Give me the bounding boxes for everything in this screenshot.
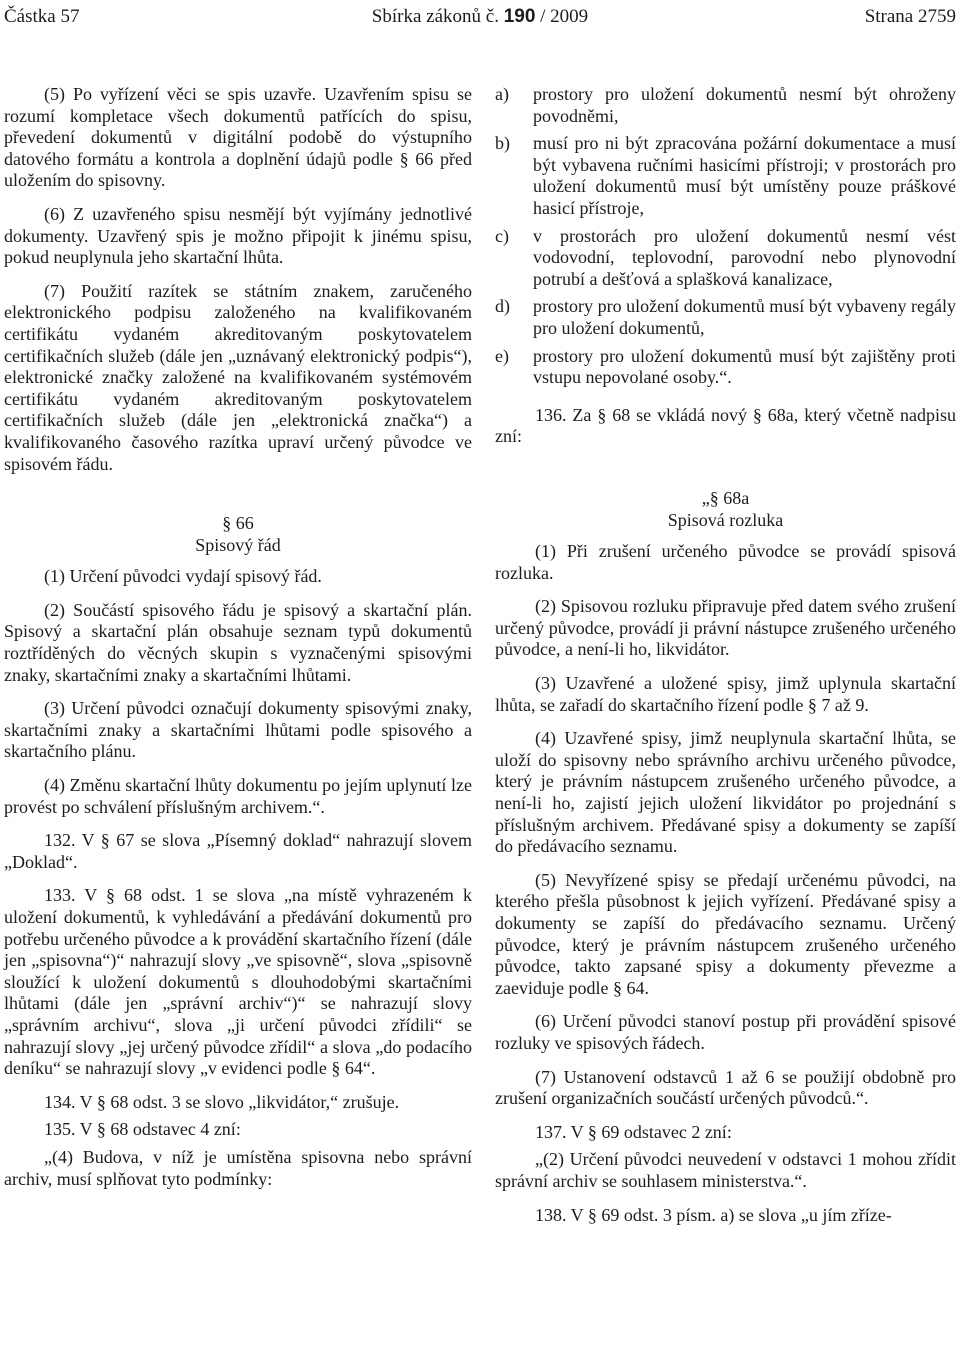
list-item	[495, 133, 956, 219]
law-number: 190	[503, 6, 536, 27]
point-137: 137. V § 69 odstavec 2 zní:	[535, 1121, 732, 1142]
right-column	[495, 84, 956, 1238]
list-item-mark: d)	[495, 296, 510, 317]
list-item-text: prostory pro uložení dokumentů musí být zajištěny proti vstupu nepovolané osoby.“.	[533, 345, 956, 388]
list-item-text: v prostorách pro uložení dokumentů nesmí vést vodovodní, teplovodní, parovodní nebo plynovodní potrubí a dešťová a splašková kanalizace,	[533, 225, 956, 289]
subsection-3: (3) Určení původci označují dokumenty spisovými znaky, skartačními znaky a skartačními lhůtami podle spisového a skartačního plánu.	[4, 698, 472, 762]
list-item-mark: a)	[495, 84, 509, 104]
subsection-5: (5) Nevyřízené spisy se předají určenému původci, na kterého přešla působnost k jejich vyřízení. Předávané spisy a dokumenty se zapíší do předávacího seznamu. Určený původce, který je právním nástupcem zrušeného určeného původce, takto zapsané spisy a dokumenty převezme a zaeviduje podle § 64.	[495, 869, 956, 998]
section-number: § 66	[222, 513, 254, 534]
section-number: „§ 68a	[701, 487, 750, 508]
point-133: 133. V § 68 odst. 1 se slova „na místě vyhrazeném k uložení dokumentů, k vyhledávání a předávání dokumentů pro potřebu určeného původce a k provádění skartačního řízení (dále jen „spisovna“)“ nahrazují slovy „ve spisovně“, slova „spisovně sloužící k uložení dokumentů s dlouhodobými skartačními lhůtami (dále jen „správní archiv“)“ se nahrazují slovy „správním archivu“, slova „ji určení původci zřídili“ se nahrazují slovy „jej určený původce zřídil“ a slova „do podacího deníku“ se nahrazují slovy „v evidenci podle § 64“.	[4, 885, 472, 1079]
point-132: 132. V § 67 se slova „Písemný doklad“ nahrazují slovem „Doklad“.	[4, 830, 472, 872]
subsection-1: (1) Určení původci vydají spisový řád.	[44, 566, 322, 587]
collection-prefix: Sbírka zákonů č.	[371, 6, 504, 27]
subsection-4: (4) Změnu skartační lhůty dokumentu po jejím uplynutí lze provést po schválení příslušným archivem.“.	[4, 775, 472, 817]
conditions-list	[495, 84, 956, 389]
point-134: 134. V § 68 odst. 3 se slovo „likvidátor,“ zrušuje.	[44, 1091, 400, 1112]
subsection-2: (2) Spisovou rozluku připravuje před datem svého zrušení určený původce, provádí ji právní nástupce zrušeného určeného původce, a není-li ho, likvidátor.	[495, 596, 956, 660]
list-item	[495, 226, 956, 291]
list-item	[495, 84, 956, 127]
subsection-4: (4) Uzavřené spisy, jimž neuplynula skartační lhůta, se uloží do spisovny nebo správního archivu určeného původce, který je právním nástupcem zrušeného určeného původce, a není-li ho, zajistí jejich uložení likvidátor po projednání s příslušným archivem. Předávané spisy a dokumenty se zapíší do předávacího seznamu.	[495, 728, 956, 857]
subsection-6: (6) Určení původci stanoví postup při provádění spisové rozluky ve spisových řádech.	[495, 1011, 956, 1053]
subsection-2: (2) Součástí spisového řádu je spisový a skartační plán. Spisový a skartační plán obsahuje seznam typů dokumentů roztříděných do věcných skupin s vyznačenými spisovými znaky, skartačními znaky a skartačními lhůtami.	[4, 599, 472, 685]
section-title: Spisová rozluka	[667, 509, 784, 530]
point-135: 135. V § 68 odstavec 4 zní:	[44, 1119, 241, 1140]
issue-number: Částka 57	[4, 6, 80, 27]
subsection-3: (3) Uzavřené a uložené spisy, jimž uplynula skartační lhůta, se zařadí do skartačního řízení podle § 7 až 9.	[495, 673, 956, 715]
list-item-text: prostory pro uložení dokumentů musí být vybaveny regály pro uložení dokumentů,	[533, 296, 956, 338]
list-item-mark: e)	[495, 345, 509, 366]
subsection-7: (7) Ustanovení odstavců 1 až 6 se použijí obdobně pro zrušení organizačních součástí určených původců.“.	[495, 1066, 956, 1109]
left-column	[4, 84, 472, 1202]
paragraph-7: (7) Použití razítek se státním znakem, zaručeného elektronického podpisu založeného na kvalifikovaném certifikátu vydaném akreditovaným poskytovatelem certifikačních služeb (dále jen „uznávaný elektronický podpis“), elektronické značky založené na kvalifikovaném systémovém certifikátu vydaném akreditovaným poskytovatelem certifikačních služeb (dále jen „elektronická značka“) a kvalifikovaného časového razítka upraví určený původce ve spisovém řádu.	[4, 280, 472, 474]
point-137-quote: „(2) Určení původci neuvedení v odstavci 1 mohou zřídit správní archiv se souhlasem ministerstva.“.	[495, 1149, 956, 1191]
list-item	[495, 346, 956, 389]
collection-year: / 2009	[535, 6, 589, 27]
point-138: 138. V § 69 odst. 3 písm. a) se slova „u jím zříze-	[535, 1204, 892, 1225]
paragraph-6: (6) Z uzavřeného spisu nesmějí být vyjímány jednotlivé dokumenty. Uzavřený spis je možno připojit k jinému spisu, pokud neuplynula jeho skartační lhůta.	[4, 203, 472, 268]
list-item-mark: c)	[495, 225, 509, 246]
list-item-text: prostory pro uložení dokumentů nesmí být ohroženy povodněmi,	[533, 84, 956, 126]
paragraph-5: (5) Po vyřízení věci se spis uzavře. Uzavřením spisu se rozumí kompletace všech dokumentů patřících do spisu, převedení dokumentů v digitální podobě do výstupního datového formátu a kontrola a doplnění údajů podle § 66 před uložením do spisovny.	[4, 84, 472, 191]
page-header	[4, 5, 956, 29]
point-135-quote: „(4) Budova, v níž je umístěna spisovna nebo správní archiv, musí splňovat tyto podmínky:	[4, 1146, 472, 1189]
page-number: Strana 2759	[864, 6, 956, 27]
list-item-text: musí pro ni být zpracována požární dokumentace a musí být vybavena ručními hasicími přístroji; v prostorách pro uložení dokumentů musí být umístěny pouze práškové hasicí přístroje,	[533, 133, 956, 218]
list-item	[495, 296, 956, 339]
point-136: 136. Za § 68 se vkládá nový § 68a, který včetně nadpisu zní:	[495, 404, 956, 447]
section-title: Spisový řád	[195, 534, 281, 555]
subsection-1: (1) Při zrušení určeného původce se provádí spisová rozluka.	[495, 541, 956, 583]
list-item-mark: b)	[495, 133, 510, 154]
collection-title	[4, 5, 956, 29]
